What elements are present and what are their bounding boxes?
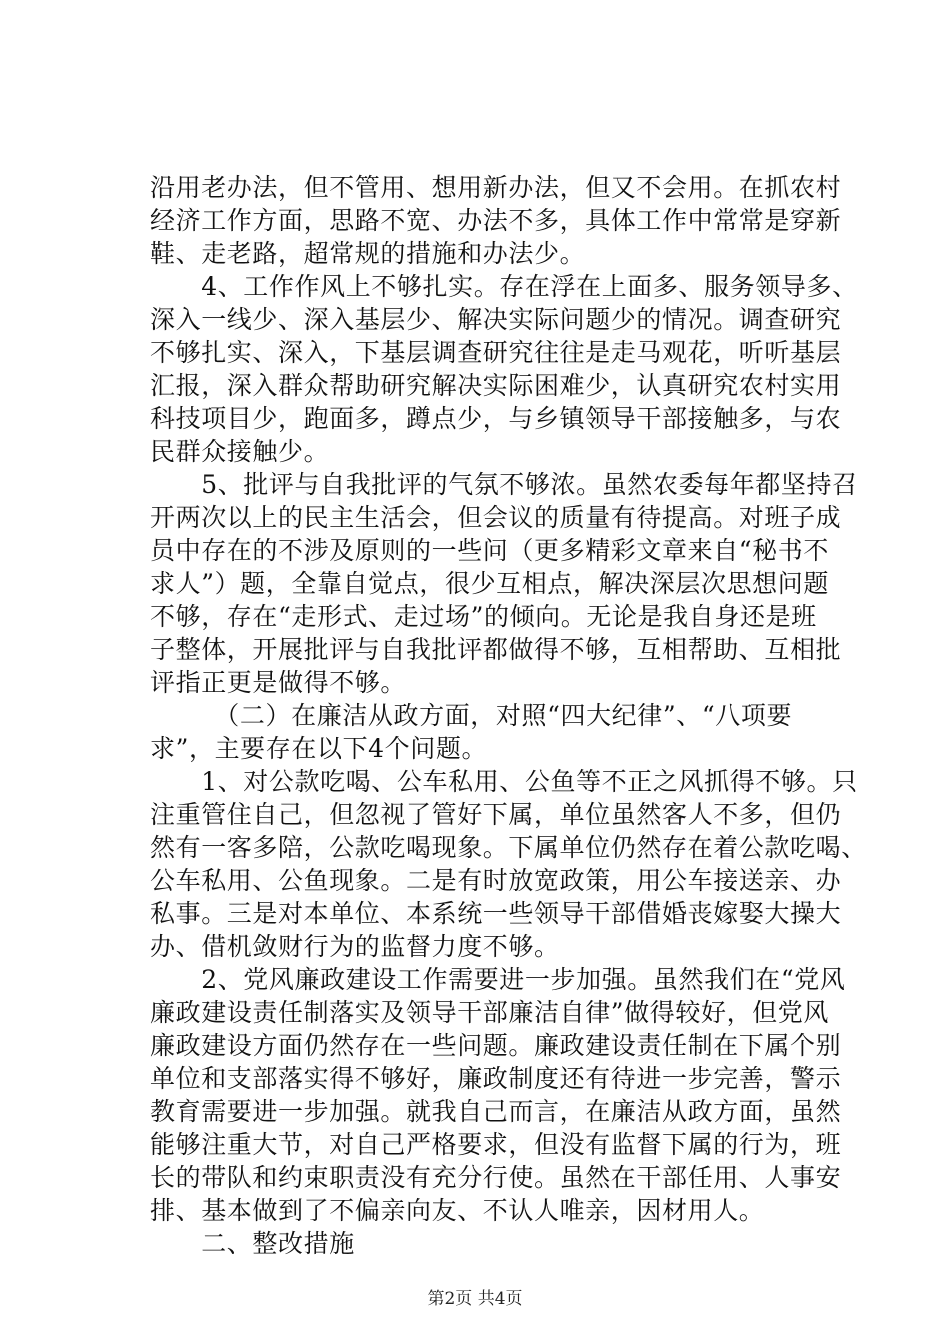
text-line: 廉政建设方面仍然存在一些问题。廉政建设责任制在下属个别: [150, 1031, 842, 1060]
section-heading-line: 二、整改措施: [150, 1229, 355, 1258]
text-line: 然有一客多陪，公款吃喝现象。下属单位仍然存在着公款吃喝、: [150, 833, 867, 862]
text-line: 4、工作作风上不够扎实。存在浮在上面多、服务领导多、: [150, 272, 858, 301]
text-line: 评指正更是做得不够。: [150, 668, 407, 697]
text-line: 科技项目少，跑面多，蹲点少，与乡镇领导干部接触多，与农: [150, 404, 842, 433]
text-line: 单位和支部落实得不够好，廉政制度还有待进一步完善，警示: [150, 1064, 842, 1093]
text-line: 求人”）题，全靠自觉点，很少互相点，解决深层次思想问题: [150, 569, 829, 598]
document-body: [150, 171, 867, 1260]
text-line: 公车私用、公鱼现象。二是有时放宽政策，用公车接送亲、办: [150, 866, 842, 895]
text-line: 鞋、走老路，超常规的措施和办法少。: [150, 239, 586, 268]
text-line: 办、借机敛财行为的监督力度不够。: [150, 932, 560, 961]
text-line: 注重管住自己，但忽视了管好下属，单位虽然客人不多，但仍: [150, 800, 842, 829]
text-line: 员中存在的不涉及原则的一些问（更多精彩文章来自“秘书不: [150, 536, 829, 565]
text-line: 不够，存在“走形式、走过场”的倾向。无论是我自身还是班: [150, 602, 817, 631]
text-line: 经济工作方面，思路不宽、办法不多，具体工作中常常是穿新: [150, 206, 842, 235]
text-line: 民群众接触少。: [150, 437, 330, 466]
text-line: 2、党风廉政建设工作需要进一步加强。虽然我们在“党风: [150, 965, 846, 994]
text-line: 子整体，开展批评与自我批评都做得不够，互相帮助、互相批: [150, 635, 842, 664]
text-line: 开两次以上的民主生活会，但会议的质量有待提高。对班子成: [150, 503, 842, 532]
text-line: 廉政建设责任制落实及领导干部廉洁自律”做得较好，但党风: [150, 998, 829, 1027]
text-line: 教育需要进一步加强。就我自己而言，在廉洁从政方面，虽然: [150, 1097, 842, 1126]
text-line: 私事。三是对本单位、本系统一些领导干部借婚丧嫁娶大操大: [150, 899, 842, 928]
text-line: 不够扎实、深入，下基层调查研究往往是走马观花，听听基层: [150, 338, 842, 367]
text-line: 能够注重大节，对自己严格要求，但没有监督下属的行为，班: [150, 1130, 842, 1159]
page-number-footer: 第2页 共4页: [427, 1289, 523, 1309]
text-line: 1、对公款吃喝、公车私用、公鱼等不正之风抓得不够。只: [150, 767, 858, 796]
text-line: 长的带队和约束职责没有充分行使。虽然在干部任用、人事安: [150, 1163, 842, 1192]
text-line: 深入一线少、深入基层少、解决实际问题少的情况。调查研究: [150, 305, 842, 334]
text-line: 求”，主要存在以下4个问题。: [150, 734, 488, 763]
text-line: 汇报，深入群众帮助研究解决实际困难少，认真研究农村实用: [150, 371, 842, 400]
section-heading-line: （二）在廉洁从政方面，对照“四大纪律”、“八项要: [150, 701, 793, 730]
text-line: 排、基本做到了不偏亲向友、不认人唯亲，因材用人。: [150, 1196, 765, 1225]
text-line: 沿用老办法，但不管用、想用新办法，但又不会用。在抓农村: [150, 173, 842, 202]
text-line: 5、批评与自我批评的气氛不够浓。虽然农委每年都坚持召: [150, 470, 858, 499]
